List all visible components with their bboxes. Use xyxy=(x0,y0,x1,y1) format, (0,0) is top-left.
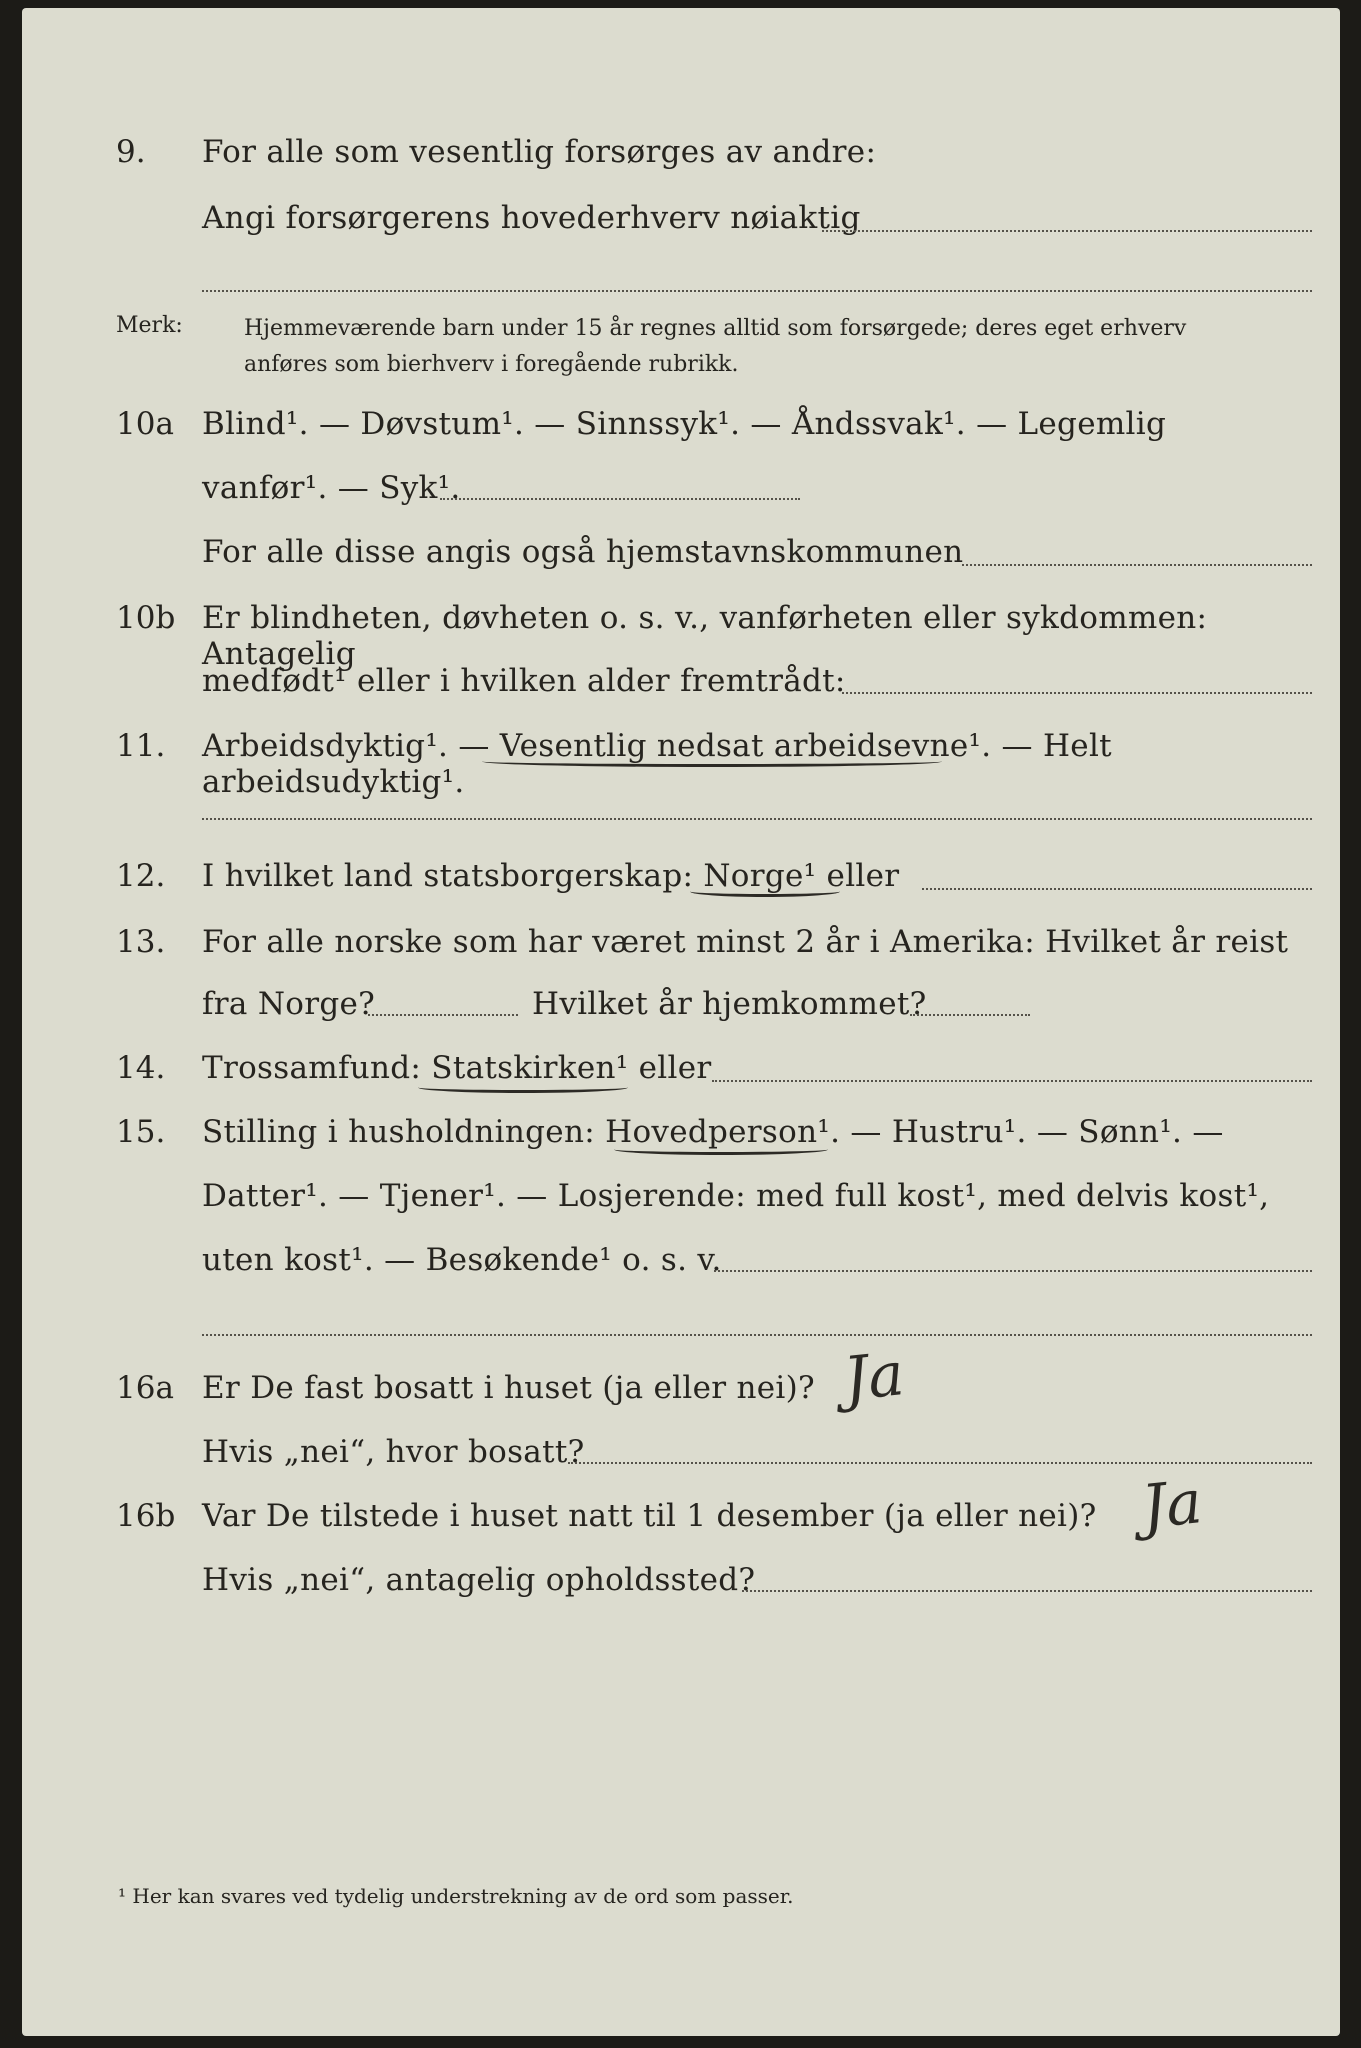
item-number: 15. xyxy=(116,1114,166,1150)
handwritten-underline xyxy=(418,1082,628,1093)
item-text: Hvis „nei“, hvor bosatt? xyxy=(202,1434,585,1470)
answer-line[interactable] xyxy=(440,498,800,500)
item-number: 16b xyxy=(116,1498,176,1534)
item-text: For alle norske som har været minst 2 år i Amerika: Hvilket år reist xyxy=(202,924,1289,960)
answer-line[interactable] xyxy=(368,1014,518,1016)
item-number: 13. xyxy=(116,924,166,960)
item-text: vanfør¹. — Syk¹. xyxy=(202,470,461,506)
handwritten-answer: Ja xyxy=(1138,1467,1206,1543)
item-text: Var De tilstede i huset natt til 1 desember (ja eller nei)? xyxy=(202,1498,1097,1534)
note-text: Hjemmeværende barn under 15 år regnes alltid som forsørgede; deres eget erhverv anføres som bierhverv i foregående rubrikk. xyxy=(244,316,1187,377)
answer-line[interactable] xyxy=(910,1014,1030,1016)
answer-line[interactable] xyxy=(822,230,1312,232)
answer-line[interactable] xyxy=(202,290,1312,292)
answer-line[interactable] xyxy=(202,818,1312,820)
item-number: 12. xyxy=(116,858,166,894)
handwritten-underline xyxy=(614,1144,828,1155)
answer-line[interactable] xyxy=(742,1590,1312,1592)
answer-line[interactable] xyxy=(712,1080,1312,1082)
note-label: Merk: xyxy=(116,313,183,338)
item-number: 11. xyxy=(116,728,166,764)
item-text: Hvis „nei“, antagelig opholdssted? xyxy=(202,1562,756,1598)
form-page xyxy=(22,8,1340,2036)
footnote: ¹ Her kan svares ved tydelig understrekning av de ord som passer. xyxy=(118,1884,794,1908)
answer-line[interactable] xyxy=(714,1270,1312,1272)
answer-line[interactable] xyxy=(568,1462,1312,1464)
item-text: Trossamfund: Statskirken¹ eller xyxy=(202,1050,712,1086)
item-number: 14. xyxy=(116,1050,166,1086)
item-text: fra Norge? xyxy=(202,986,376,1022)
item-number: 16a xyxy=(116,1370,174,1406)
item-text: I hvilket land statsborgerskap: Norge¹ eller xyxy=(202,858,900,894)
item-text: Er De fast bosatt i huset (ja eller nei)? xyxy=(202,1370,815,1406)
item-text: Arbeidsdyktig¹. — Vesentlig nedsat arbeidsevne¹. — Helt arbeidsudyktig¹. xyxy=(202,728,1112,800)
item-number: 10b xyxy=(116,600,176,636)
item-number: 10a xyxy=(116,406,174,442)
answer-line[interactable] xyxy=(842,692,1312,694)
item-text: For alle som vesentlig forsørges av andre: xyxy=(202,134,877,170)
handwritten-answer: Ja xyxy=(840,1339,908,1415)
item-text: Er blindheten, døvheten o. s. v., vanførheten eller sykdommen: Antagelig xyxy=(202,600,1208,672)
handwritten-underline xyxy=(690,886,840,897)
item-text: medfødt¹ eller i hvilken alder fremtrådt: xyxy=(202,663,846,699)
item-text: uten kost¹. — Besøkende¹ o. s. v. xyxy=(202,1242,722,1278)
item-text: Hvilket år hjemkommet? xyxy=(532,986,927,1022)
answer-line[interactable] xyxy=(202,1334,1312,1336)
answer-line[interactable] xyxy=(962,564,1312,566)
item-text: For alle disse angis også hjemstavnskommunen xyxy=(202,534,964,570)
item-text: Datter¹. — Tjener¹. — Losjerende: med full kost¹, med delvis kost¹, xyxy=(202,1178,1270,1214)
item-text: Stilling i husholdningen: Hovedperson¹. — Hustru¹. — Sønn¹. — xyxy=(202,1114,1224,1150)
item-text: Angi forsørgerens hovederhverv nøiaktig xyxy=(202,200,861,236)
answer-line[interactable] xyxy=(922,888,1312,890)
handwritten-underline xyxy=(482,756,942,767)
item-text: Blind¹. — Døvstum¹. — Sinnssyk¹. — Åndssvak¹. — Legemlig xyxy=(202,406,1167,442)
item-number: 9. xyxy=(116,134,146,170)
